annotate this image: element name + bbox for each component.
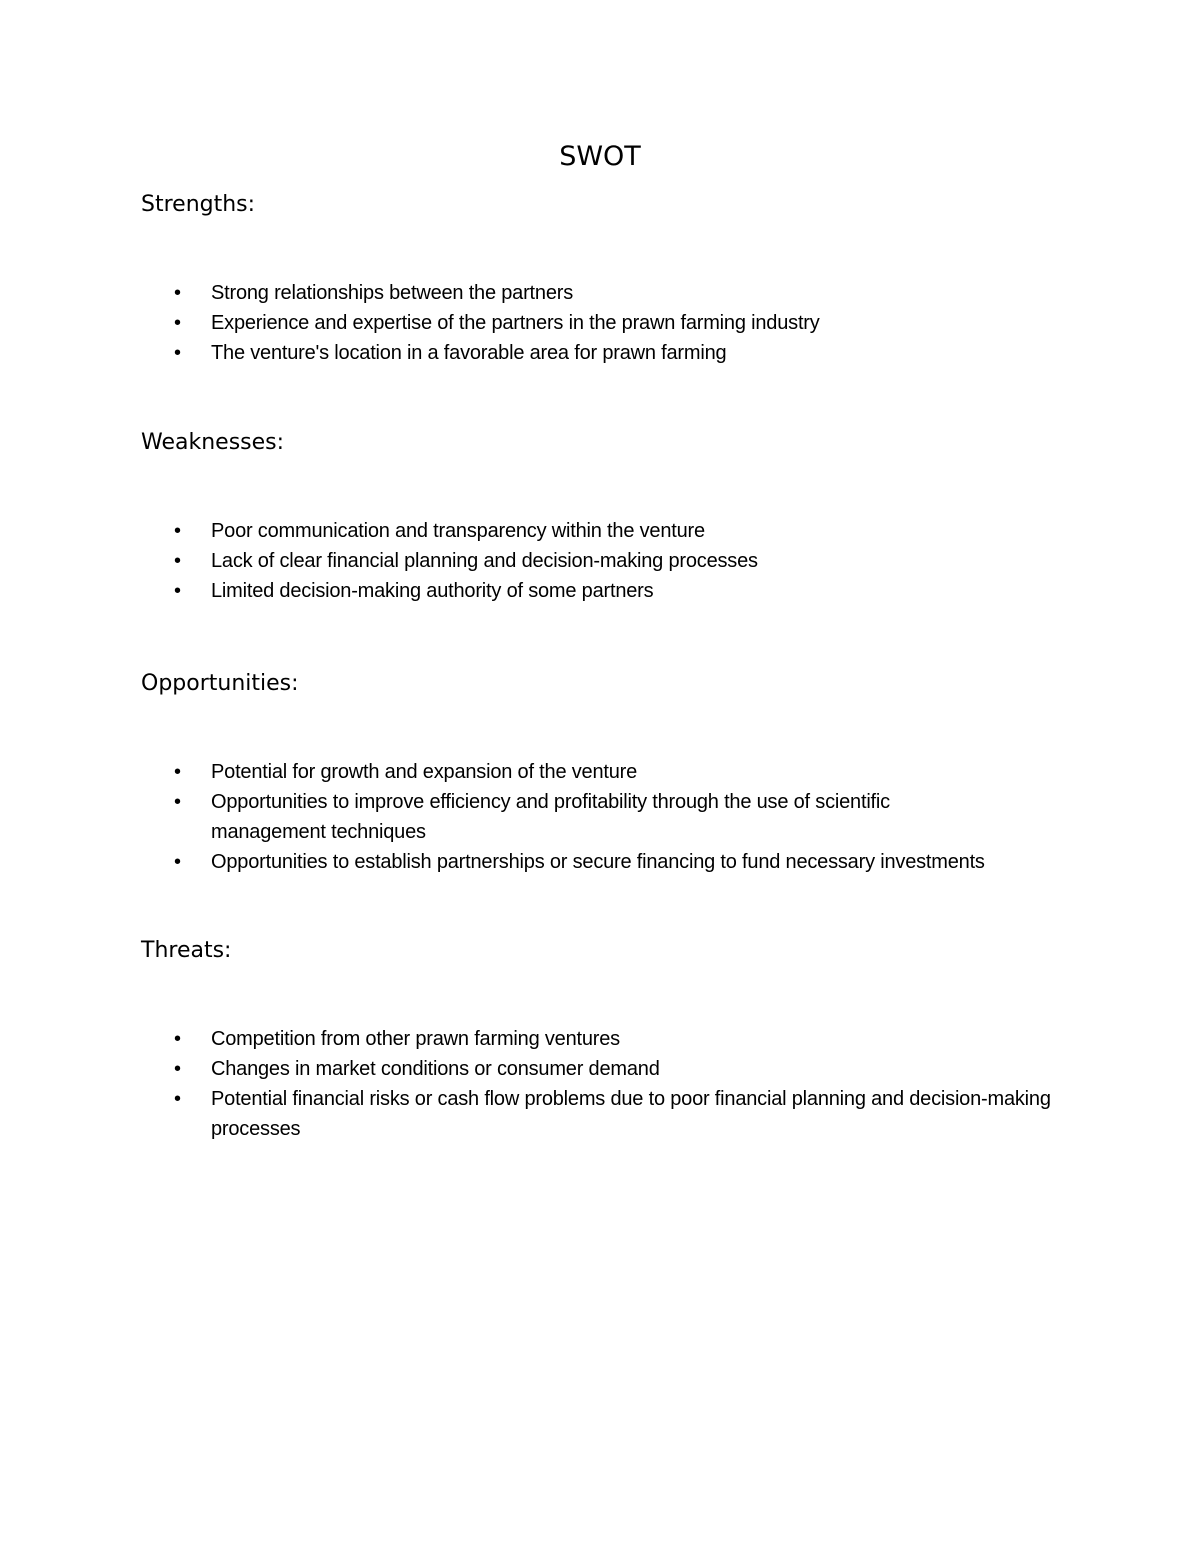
list-item-text: Potential for growth and expansion of the venture	[211, 761, 638, 783]
section-threats	[141, 936, 1061, 1144]
bullet-list-threats	[141, 1024, 1061, 1144]
bullet-list-opportunities	[141, 757, 1061, 877]
section-weaknesses	[141, 428, 1061, 606]
list-item	[141, 546, 1061, 576]
section-heading-threats: Threats:	[141, 938, 232, 963]
list-item-text: Poor communication and transparency within the venture	[211, 520, 705, 542]
section-heading-strengths: Strengths:	[141, 192, 256, 217]
document-title: SWOT	[559, 141, 641, 172]
list-item-text: Lack of clear financial planning and decision-making processes	[211, 550, 758, 572]
list-item	[141, 787, 951, 847]
list-item	[141, 278, 1061, 308]
list-item-text: Strong relationships between the partners	[211, 282, 574, 304]
list-item	[141, 1024, 1061, 1054]
list-item	[141, 516, 1061, 546]
bullet-list-weaknesses	[141, 516, 1061, 606]
list-item	[141, 1054, 1061, 1084]
list-item-text: Experience and expertise of the partners in the prawn farming industry	[211, 312, 820, 334]
bullet-icon: •	[174, 1028, 181, 1050]
list-item-text: Opportunities to improve efficiency and profitability through the use of scientific management techniques	[211, 791, 890, 843]
list-item	[141, 757, 1061, 787]
bullet-list-strengths	[141, 278, 1061, 368]
list-item-text: Changes in market conditions or consumer demand	[211, 1058, 660, 1080]
section-strengths	[141, 190, 1061, 368]
list-item-text: The venture's location in a favorable area for prawn farming	[211, 342, 727, 364]
list-item	[141, 576, 1061, 606]
list-item	[141, 338, 1061, 368]
bullet-icon: •	[174, 1058, 181, 1080]
bullet-icon: •	[174, 761, 181, 783]
bullet-icon: •	[174, 312, 181, 334]
bullet-icon: •	[174, 851, 181, 873]
bullet-icon: •	[174, 1088, 181, 1110]
bullet-icon: •	[174, 550, 181, 572]
list-item	[141, 308, 1061, 338]
list-item	[141, 847, 1061, 877]
bullet-icon: •	[174, 520, 181, 542]
list-item-text: Opportunities to establish partnerships or secure financing to fund necessary investments	[211, 851, 985, 873]
section-opportunities	[141, 669, 1061, 877]
section-heading-opportunities: Opportunities:	[141, 671, 299, 696]
bullet-icon: •	[174, 580, 181, 602]
section-heading-weaknesses: Weaknesses:	[141, 430, 285, 455]
bullet-icon: •	[174, 342, 181, 364]
list-item	[141, 1084, 1051, 1144]
bullet-icon: •	[174, 282, 181, 304]
bullet-icon: •	[174, 791, 181, 813]
list-item-text: Competition from other prawn farming ventures	[211, 1028, 620, 1050]
list-item-text: Potential financial risks or cash flow problems due to poor financial planning and decision-making processes	[211, 1088, 1051, 1140]
list-item-text: Limited decision-making authority of some partners	[211, 580, 654, 602]
